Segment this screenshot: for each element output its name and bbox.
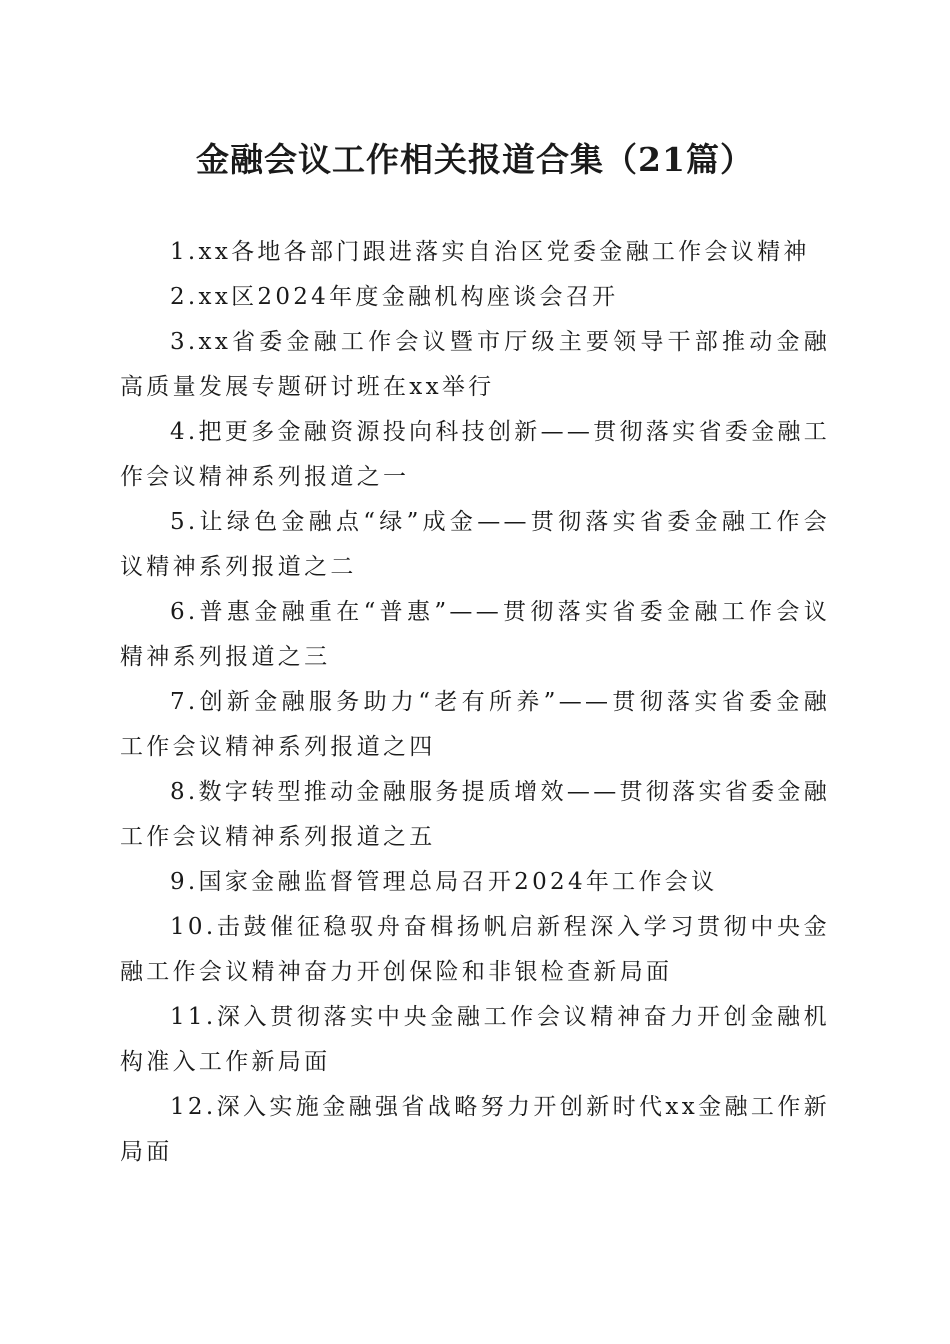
toc-item: 1.xx各地各部门跟进落实自治区党委金融工作会议精神 bbox=[170, 239, 810, 265]
toc-item: 7.创新金融服务助力“老有所养”——贯彻落实省委金融工作会议精神系列报道之四 bbox=[120, 689, 830, 760]
toc-item: 3.xx省委金融工作会议暨市厅级主要领导干部推动金融高质量发展专题研讨班在xx举行 bbox=[120, 329, 830, 400]
toc-item: 8.数字转型推动金融服务提质增效——贯彻落实省委金融工作会议精神系列报道之五 bbox=[120, 779, 830, 850]
toc-item: 12.深入实施金融强省战略努力开创新时代xx金融工作新局面 bbox=[120, 1094, 830, 1165]
document-title: 金融会议工作相关报道合集（21篇） bbox=[196, 140, 754, 179]
toc-list bbox=[120, 230, 830, 1175]
toc-item: 4.把更多金融资源投向科技创新——贯彻落实省委金融工作会议精神系列报道之一 bbox=[120, 419, 830, 490]
toc-item: 6.普惠金融重在“普惠”——贯彻落实省委金融工作会议精神系列报道之三 bbox=[120, 599, 830, 670]
toc-item: 10.击鼓催征稳驭舟奋楫扬帆启新程深入学习贯彻中央金融工作会议精神奋力开创保险和非银检查新局面 bbox=[120, 914, 830, 985]
toc-item: 2.xx区2024年度金融机构座谈会召开 bbox=[170, 284, 619, 310]
toc-item: 11.深入贯彻落实中央金融工作会议精神奋力开创金融机构准入工作新局面 bbox=[120, 1004, 830, 1075]
toc-item: 9.国家金融监督管理总局召开2024年工作会议 bbox=[170, 869, 718, 895]
toc-item: 5.让绿色金融点“绿”成金——贯彻落实省委金融工作会议精神系列报道之二 bbox=[120, 509, 830, 580]
